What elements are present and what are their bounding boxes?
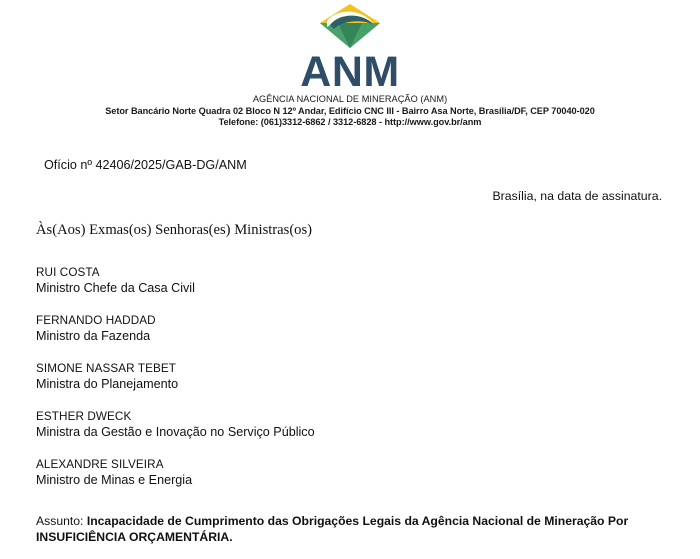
list-item	[36, 313, 670, 344]
clipped-paragraph	[36, 554, 670, 559]
place-and-date: Brasília, na data de assinatura.	[492, 188, 662, 203]
recipient-name: SIMONE NASSAR TEBET	[36, 361, 177, 375]
anm-diamond-logo-icon	[318, 3, 382, 49]
recipient-list	[36, 265, 670, 488]
list-item	[36, 361, 670, 392]
addressee-salutation: Às(Aos) Exmas(os) Senhoras(es) Ministras(os)	[36, 221, 313, 238]
recipient-name: RUI COSTA	[36, 265, 100, 279]
recipient-name: ESTHER DWECK	[36, 409, 132, 423]
list-item	[36, 409, 670, 440]
recipient-role: Ministro da Fazenda	[36, 328, 151, 343]
recipient-name: FERNANDO HADDAD	[36, 313, 156, 327]
recipient-role: Ministro de Minas e Energia	[36, 472, 193, 487]
recipient-role: Ministro Chefe da Casa Civil	[36, 280, 195, 295]
subject-text: Incapacidade de Cumprimento das Obrigações Legais da Agência Nacional de Mineração Por INSUFICIÊNCIA ORÇAMENTÁRIA.	[36, 513, 629, 544]
list-item	[36, 265, 670, 296]
oficio-number: Ofício nº 42406/2025/GAB-DG/ANM	[44, 157, 247, 172]
organization-address: Setor Bancário Norte Quadra 02 Bloco N 12º Andar, Edifício CNC III - Bairro Asa Norte, Brasília/DF, CEP 70040-020	[105, 105, 595, 116]
organization-name: AGÊNCIA NACIONAL DE MINERAÇÃO (ANM)	[252, 94, 448, 104]
subject-line	[36, 513, 670, 546]
subject-label: Assunto:	[36, 513, 84, 528]
letterhead	[0, 0, 700, 129]
anm-wordmark: ANM	[300, 48, 400, 96]
organization-contact: Telefone: (061)3312-6862 / 3312-6828 - http://www.gov.br/anm	[218, 117, 482, 127]
list-item	[36, 457, 670, 488]
recipient-role: Ministra do Planejamento	[36, 376, 179, 391]
document-body	[0, 157, 700, 559]
recipient-name: ALEXANDRE SILVEIRA	[36, 457, 164, 471]
recipient-role: Ministra da Gestão e Inovação no Serviço Público	[36, 424, 315, 439]
